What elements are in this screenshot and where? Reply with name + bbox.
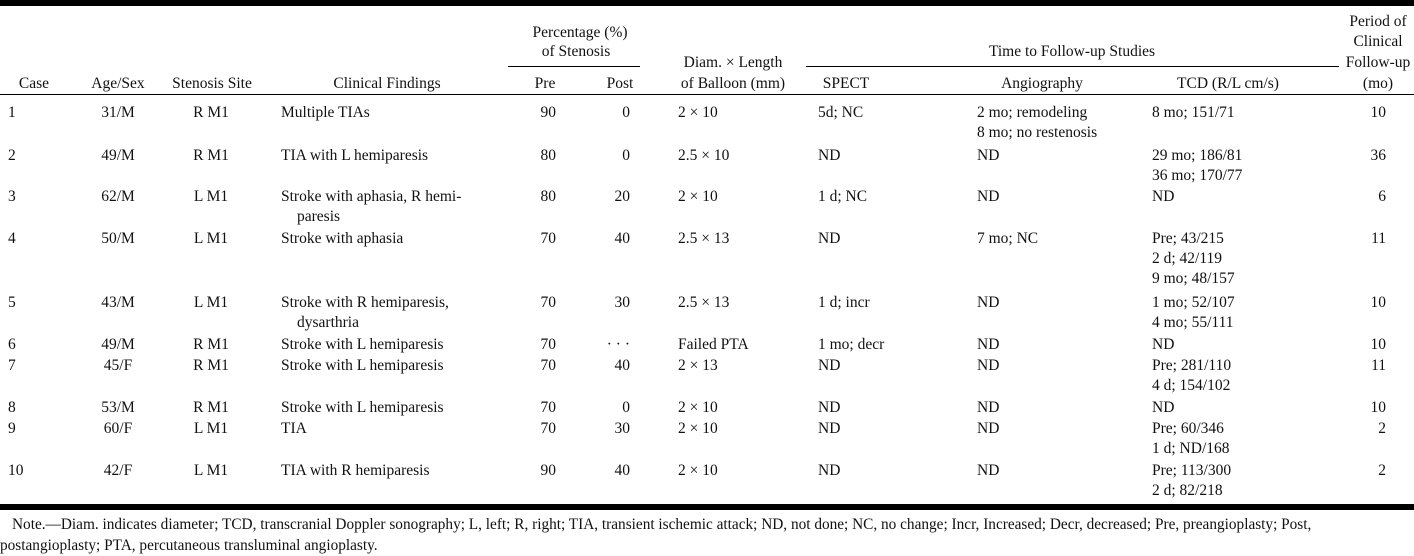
cell-post: 30 xyxy=(614,294,630,311)
cell-tcd-line: 36 mo; 170/77 xyxy=(1152,167,1243,184)
header-period-line3: Follow-up xyxy=(1345,54,1411,71)
cell-angiography xyxy=(977,293,999,313)
cell-tcd-line: 1 d; ND/168 xyxy=(1152,440,1230,457)
cell-age-sex: 45/F xyxy=(103,357,133,374)
cell-pre: 70 xyxy=(540,294,556,311)
cell-period: 10 xyxy=(1370,336,1386,353)
cell-balloon: 2 × 10 xyxy=(678,462,718,479)
cell-angiography xyxy=(977,335,999,355)
cell-case: 7 xyxy=(8,357,16,374)
cell-stenosis-site: R M1 xyxy=(193,399,229,416)
header-period-line4: (mo) xyxy=(1362,75,1394,92)
cell-clinical-findings-line: Multiple TIAs xyxy=(281,104,370,121)
cell-clinical-findings-line: Stroke with R hemiparesis, xyxy=(281,294,449,311)
cell-pre: 90 xyxy=(540,462,556,479)
cell-tcd xyxy=(1152,461,1231,501)
cell-clinical-findings-line: Stroke with L hemiparesis xyxy=(281,336,444,353)
cell-clinical-findings-line: Stroke with L hemiparesis xyxy=(281,399,444,416)
cell-pre: 70 xyxy=(540,230,556,247)
cell-pre: 70 xyxy=(540,420,556,437)
bottom-rule xyxy=(0,504,1414,510)
cell-clinical-findings xyxy=(281,293,449,333)
header-rule xyxy=(0,94,1414,95)
cell-balloon: 2 × 10 xyxy=(678,104,718,121)
header-stenosis-site: Stenosis Site xyxy=(172,75,252,92)
cell-balloon: 2 × 10 xyxy=(678,399,718,416)
cell-balloon: 2.5 × 13 xyxy=(678,294,730,311)
cell-clinical-findings-line: TIA with L hemiparesis xyxy=(281,147,429,164)
cell-pre: 90 xyxy=(540,104,556,121)
cell-stenosis-site: R M1 xyxy=(193,147,229,164)
cell-clinical-findings xyxy=(281,419,307,439)
percentage-subrule xyxy=(508,66,640,67)
cell-clinical-findings-line: Stroke with aphasia, R hemi- xyxy=(281,188,462,205)
cell-tcd-line: 1 mo; 52/107 xyxy=(1152,294,1235,311)
cell-spect: ND xyxy=(818,462,841,479)
cell-period: 2 xyxy=(1378,420,1386,437)
cell-angiography-line: ND xyxy=(977,420,1000,437)
followup-subrule xyxy=(806,66,1339,67)
cell-period: 10 xyxy=(1370,294,1386,311)
table-note: Note.—Diam. indicates diameter; TCD, transcranial Doppler sonography; L, left; R, right; TIA, transient ischemic attack; ND, not done; NC, no change; Incr, Increased; Decr, decreased; Pre, preangioplasty; Post, postangioplasty; PTA, percutaneous transluminal angioplasty. xyxy=(0,516,1312,554)
cell-tcd xyxy=(1152,356,1231,396)
cell-tcd-line: 29 mo; 186/81 xyxy=(1152,147,1243,164)
cell-tcd-line: 2 d; 42/119 xyxy=(1152,250,1223,267)
header-case: Case xyxy=(18,75,50,92)
header-clinical-findings: Clinical Findings xyxy=(333,75,441,92)
cell-tcd xyxy=(1152,146,1242,186)
cell-age-sex: 60/F xyxy=(103,420,133,437)
cell-clinical-findings xyxy=(281,146,428,166)
cell-post: 40 xyxy=(614,462,630,479)
cell-post: 40 xyxy=(614,357,630,374)
cell-angiography xyxy=(977,419,999,439)
cell-post: 0 xyxy=(622,399,630,416)
header-age-sex: Age/Sex xyxy=(91,75,145,92)
cell-age-sex: 53/M xyxy=(101,399,135,416)
cell-tcd-line: Pre; 113/300 xyxy=(1152,462,1232,479)
cell-case: 5 xyxy=(8,294,16,311)
cell-angiography-line: ND xyxy=(977,399,1000,416)
header-spect: SPECT xyxy=(822,75,870,92)
cell-stenosis-site: R M1 xyxy=(193,336,229,353)
cell-spect: 1 d; NC xyxy=(818,188,868,205)
cell-tcd xyxy=(1152,335,1174,355)
cell-stenosis-site: L M1 xyxy=(193,230,229,247)
cell-angiography xyxy=(977,356,999,376)
header-angiography: Angiography xyxy=(1001,75,1083,92)
cell-balloon: 2 × 10 xyxy=(678,188,718,205)
cell-period: 11 xyxy=(1371,357,1386,374)
cell-tcd-line: 2 d; 82/218 xyxy=(1152,482,1223,499)
cell-post: 0 xyxy=(622,104,630,121)
cell-post: · · · xyxy=(606,336,630,353)
cell-clinical-findings-line: Stroke with L hemiparesis xyxy=(281,357,444,374)
cell-post: 30 xyxy=(614,420,630,437)
cell-pre: 80 xyxy=(540,188,556,205)
cell-tcd xyxy=(1152,398,1174,418)
cell-tcd-line: ND xyxy=(1152,188,1175,205)
cell-clinical-findings-line: paresis xyxy=(297,208,341,225)
cell-age-sex: 62/M xyxy=(101,188,135,205)
cell-angiography-line: ND xyxy=(977,188,1000,205)
cell-spect: 5d; NC xyxy=(818,104,864,121)
cell-case: 1 xyxy=(8,104,16,121)
cell-age-sex: 49/M xyxy=(101,147,135,164)
header-balloon-line1: Diam. × Length xyxy=(683,54,783,71)
cell-balloon: 2.5 × 13 xyxy=(678,230,730,247)
cell-case: 2 xyxy=(8,147,16,164)
cell-angiography-line: ND xyxy=(977,336,1000,353)
cell-pre: 80 xyxy=(540,147,556,164)
cell-stenosis-site: L M1 xyxy=(193,188,229,205)
cell-age-sex: 50/M xyxy=(101,230,135,247)
cell-clinical-findings xyxy=(281,229,403,249)
header-period-line1: Period of xyxy=(1349,13,1407,30)
cell-tcd-line: Pre; 281/110 xyxy=(1152,357,1232,374)
cell-spect: ND xyxy=(818,420,841,437)
cell-tcd-line: 9 mo; 48/157 xyxy=(1152,270,1235,287)
cell-age-sex: 31/M xyxy=(101,104,135,121)
cell-angiography xyxy=(977,146,999,166)
cell-tcd-line: 8 mo; 151/71 xyxy=(1152,104,1235,121)
cell-balloon: 2 × 10 xyxy=(678,420,718,437)
cell-tcd-line: 4 d; 154/102 xyxy=(1152,377,1231,394)
header-percentage-line2: of Stenosis xyxy=(541,43,611,60)
cell-spect: ND xyxy=(818,357,841,374)
cell-period: 10 xyxy=(1370,399,1386,416)
cell-angiography xyxy=(977,103,1097,143)
cell-case: 8 xyxy=(8,399,16,416)
header-balloon-line2: of Balloon (mm) xyxy=(680,75,786,92)
top-rule xyxy=(0,0,1414,6)
cell-spect: ND xyxy=(818,147,841,164)
cell-angiography-line: 2 mo; remodeling xyxy=(977,104,1088,121)
cell-tcd-line: Pre; 43/215 xyxy=(1152,230,1224,247)
cell-age-sex: 42/F xyxy=(103,462,133,479)
cell-tcd xyxy=(1152,103,1235,123)
cell-clinical-findings xyxy=(281,356,444,376)
cell-case: 6 xyxy=(8,336,16,353)
cell-post: 20 xyxy=(614,188,630,205)
cell-stenosis-site: R M1 xyxy=(193,357,229,374)
cell-case: 10 xyxy=(8,462,24,479)
cell-balloon: Failed PTA xyxy=(678,336,749,353)
cell-stenosis-site: R M1 xyxy=(193,104,229,121)
cell-spect: ND xyxy=(818,230,841,247)
cell-clinical-findings-line: TIA with R hemiparesis xyxy=(281,462,430,479)
cell-clinical-findings xyxy=(281,335,444,355)
cell-spect: ND xyxy=(818,399,841,416)
cell-tcd xyxy=(1152,419,1230,459)
cell-clinical-findings xyxy=(281,461,430,481)
cell-post: 40 xyxy=(614,230,630,247)
cell-period: 2 xyxy=(1378,462,1386,479)
cell-post: 0 xyxy=(622,147,630,164)
cell-age-sex: 49/M xyxy=(101,336,135,353)
cell-clinical-findings-line: TIA xyxy=(281,420,307,437)
cell-case: 3 xyxy=(8,188,16,205)
cell-period: 6 xyxy=(1378,188,1386,205)
cell-angiography-line: ND xyxy=(977,462,1000,479)
header-post: Post xyxy=(606,75,634,92)
cell-angiography xyxy=(977,187,999,207)
cell-angiography-line: ND xyxy=(977,357,1000,374)
cell-age-sex: 43/M xyxy=(101,294,135,311)
cell-angiography-line: 8 mo; no restenosis xyxy=(977,124,1098,141)
cell-clinical-findings xyxy=(281,187,461,227)
cell-angiography-line: ND xyxy=(977,147,1000,164)
cell-tcd-line: Pre; 60/346 xyxy=(1152,420,1224,437)
cell-clinical-findings-line: dysarthria xyxy=(297,314,359,331)
cell-period: 36 xyxy=(1370,147,1386,164)
cell-tcd-line: ND xyxy=(1152,399,1175,416)
cell-clinical-findings xyxy=(281,103,370,123)
cell-tcd xyxy=(1152,187,1174,207)
cell-balloon: 2.5 × 10 xyxy=(678,147,730,164)
cell-stenosis-site: L M1 xyxy=(193,462,229,479)
cell-angiography xyxy=(977,398,999,418)
cell-angiography xyxy=(977,461,999,481)
header-period-line2: Clinical xyxy=(1353,33,1403,50)
cell-period: 10 xyxy=(1370,104,1386,121)
cell-stenosis-site: L M1 xyxy=(193,420,229,437)
cell-case: 4 xyxy=(8,230,16,247)
cell-pre: 70 xyxy=(540,357,556,374)
cell-pre: 70 xyxy=(540,399,556,416)
cell-tcd-line: 4 mo; 55/111 xyxy=(1152,314,1234,331)
cell-clinical-findings xyxy=(281,398,444,418)
cell-spect: 1 mo; decr xyxy=(818,336,885,353)
cell-tcd xyxy=(1152,229,1235,289)
cell-tcd xyxy=(1152,293,1235,333)
cell-period: 11 xyxy=(1371,230,1386,247)
cell-angiography-line: ND xyxy=(977,294,1000,311)
cell-balloon: 2 × 13 xyxy=(678,357,718,374)
cell-pre: 70 xyxy=(540,336,556,353)
cell-spect: 1 d; incr xyxy=(818,294,870,311)
cell-case: 9 xyxy=(8,420,16,437)
cell-stenosis-site: L M1 xyxy=(193,294,229,311)
cell-clinical-findings-line: Stroke with aphasia xyxy=(281,230,404,247)
cell-angiography-line: 7 mo; NC xyxy=(977,230,1039,247)
cell-angiography xyxy=(977,229,1038,249)
header-pre: Pre xyxy=(534,75,556,92)
cell-tcd-line: ND xyxy=(1152,336,1175,353)
header-tcd: TCD (R/L cm/s) xyxy=(1177,75,1279,92)
header-percentage-line1: Percentage (%) xyxy=(532,24,628,41)
header-followup: Time to Follow-up Studies xyxy=(988,43,1156,60)
